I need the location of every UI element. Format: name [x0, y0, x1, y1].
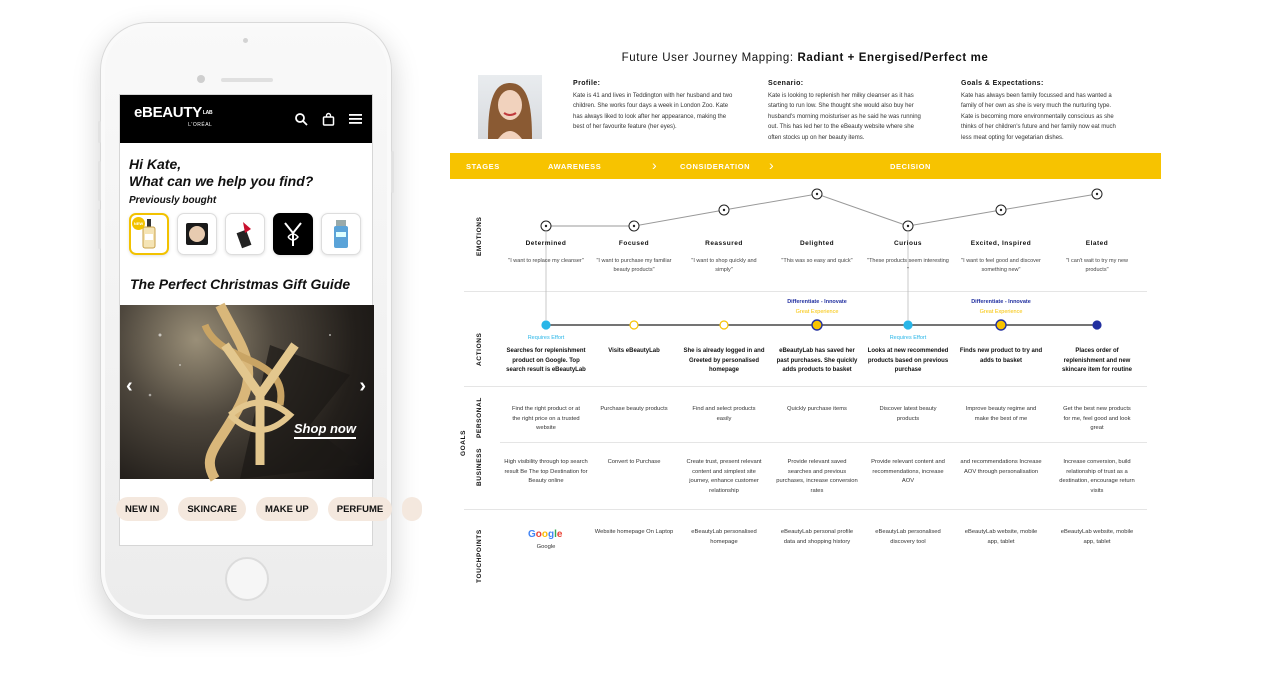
proximity-sensor: [243, 38, 248, 43]
category-skincare[interactable]: SKINCARE: [178, 497, 246, 521]
moisturiser-bottle-icon: [331, 218, 351, 250]
greeting-line-2: What can we help you find?: [129, 173, 314, 189]
emotion-point-center: [816, 193, 818, 195]
persona-photo: [478, 75, 542, 139]
business-goal: Provide relevant saved searches and previous purchases, increase conversion rates: [776, 459, 858, 494]
mute-switch: [98, 121, 101, 143]
emotion-point-center: [1000, 209, 1002, 211]
action-text: She is already logged in and Greeted by personalised homepage: [683, 348, 765, 373]
action-text: Searches for replenishment product on Google. Top search result is eBeautyLab: [506, 348, 586, 373]
personal-goal: Find and select products easily: [692, 406, 756, 422]
emotion-label: Focused: [618, 240, 650, 247]
lipstick-icon: [231, 219, 259, 249]
row-label-emotions: EMOTIONS: [476, 216, 483, 256]
action-text: Visits eBeautyLab: [608, 348, 660, 354]
business-goal: High visibility through top search result Be The top Destination for Beauty online: [504, 459, 588, 484]
persona-portrait-icon: [478, 75, 542, 139]
row-divider: [500, 442, 1147, 443]
personal-goal: Improve beauty regime and make the best of me: [965, 406, 1037, 422]
category-new-in[interactable]: NEW IN: [116, 497, 168, 521]
emotion-point: [629, 221, 639, 231]
product-compact[interactable]: [177, 213, 217, 255]
carousel-next-arrow[interactable]: ›: [359, 375, 366, 397]
action-point: [812, 320, 822, 330]
emotion-point: [1092, 189, 1102, 199]
business-goal: Create trust, present relevant content and simplest site journey, enhance customer relationship: [686, 459, 762, 494]
front-camera: [197, 75, 205, 83]
emotion-point-center: [545, 225, 547, 227]
scenario-text: Kate is looking to replenish her milky cleanser as it has starting to run low. She thought she would also buy her husband's morning moisturiser as he said he was running out. This has led her to the eBeauty website where she often stocks up on her beauty items.: [768, 92, 921, 141]
emotion-point-center: [723, 209, 725, 211]
row-label-actions: ACTIONS: [476, 332, 483, 366]
touchpoint-text: eBeautyLab personalised homepage: [691, 529, 757, 545]
goals-expectations-heading: Goals & Expectations:: [961, 80, 1044, 87]
row-divider: [464, 291, 1147, 292]
volume-up-button: [98, 161, 101, 201]
scenario-block: [768, 79, 928, 143]
title-prefix: Future User Journey Mapping:: [621, 52, 798, 64]
personal-goal: Find the right product or at the right price on a trusted website: [512, 406, 580, 431]
requires-effort-tag: Requires Effort: [889, 335, 927, 341]
emotion-point: [996, 205, 1006, 215]
ysl-ribbon-illustration: [120, 305, 374, 479]
touchpoint-text: eBeautyLab personal profile data and shopping history: [780, 529, 854, 545]
row-label-touchpoints: TOUCHPOINTS: [476, 529, 483, 583]
greeting: [120, 143, 372, 190]
business-goal: Provide relevant content and recommendations, increase AOV: [871, 459, 945, 484]
category-more[interactable]: [402, 497, 422, 521]
action-text: Places order of replenishment and new skincare item for routine: [1061, 348, 1133, 373]
app-header: [120, 95, 372, 143]
journey-map-title: [450, 52, 1160, 64]
search-icon[interactable]: [295, 113, 308, 126]
stage-label-stages: STAGES: [466, 162, 500, 171]
emotion-point: [903, 221, 913, 231]
emotion-label: Curious: [893, 240, 923, 247]
logo-lab: LAB: [202, 110, 213, 116]
row-label-goals: GOALS: [460, 429, 467, 456]
row-label-personal: PERSONAL: [476, 397, 483, 438]
emotion-quote: "I can't wait to try my new products": [1066, 258, 1128, 273]
ysl-logo-icon: [280, 219, 306, 249]
previously-bought-carousel[interactable]: [120, 206, 372, 255]
emotion-point-center: [1096, 193, 1098, 195]
category-chips: [116, 497, 422, 521]
emotion-label: Excited, Inspired: [970, 240, 1032, 247]
great-experience-tag: Great Experience: [979, 309, 1023, 315]
profile-heading: Profile:: [573, 80, 601, 87]
emotion-quote: "I want to replace my cleanser": [508, 258, 584, 264]
category-make-up[interactable]: MAKE UP: [256, 497, 318, 521]
personal-goal: Quickly purchase items: [787, 406, 847, 412]
emotion-point-center: [907, 225, 909, 227]
carousel-prev-arrow[interactable]: ‹: [126, 375, 133, 397]
row-label-business: BUSINESS: [476, 447, 483, 486]
personal-goal: Discover latest beauty products: [879, 406, 937, 422]
great-experience-tag: Great Experience: [795, 309, 839, 315]
touchpoint-text: eBeautyLab website, mobile app, tablet: [1060, 529, 1134, 545]
action-point: [996, 320, 1006, 330]
earpiece-speaker: [221, 78, 273, 82]
bag-icon[interactable]: [322, 113, 335, 126]
previously-bought-heading: Previously bought: [129, 195, 217, 206]
chevron-right-icon: ›: [769, 157, 775, 173]
emotion-point: [812, 189, 822, 199]
power-button: [391, 151, 394, 193]
gift-guide-banner[interactable]: [120, 305, 374, 479]
emotion-quote: "I want to shop quickly and simply": [691, 258, 757, 273]
shop-now-link[interactable]: Shop now: [294, 421, 356, 439]
chevron-right-icon: ›: [652, 157, 658, 173]
action-point: [720, 321, 728, 329]
emotion-curve: [546, 194, 1097, 226]
business-goal: Convert to Purchase: [607, 459, 661, 465]
emotion-quote: "This was so easy and quick": [781, 258, 853, 264]
emotion-label: Delighted: [799, 240, 835, 247]
action-text: Looks at new recommended products based on previous purchase: [867, 348, 949, 373]
category-perfume[interactable]: PERFUME: [328, 497, 392, 521]
row-divider: [464, 386, 1147, 387]
menu-icon[interactable]: [349, 113, 362, 125]
goals-expectations-block: [961, 79, 1121, 143]
business-goal: and recommendations Increase AOV through personalisation: [960, 459, 1042, 475]
product-moisturiser[interactable]: [321, 213, 361, 255]
new-badge: NEW: [132, 217, 145, 230]
differentiate-tag: Differentiate - Innovate: [787, 299, 847, 305]
profile-block: [573, 79, 733, 133]
business-goal: Increase conversion, build relationship of trust as a destination, encourage return visits: [1059, 459, 1135, 494]
differentiate-tag: Differentiate - Innovate: [971, 299, 1031, 305]
volume-down-button: [98, 209, 101, 249]
scenario-heading: Scenario:: [768, 80, 804, 87]
google-logo: Google: [528, 529, 563, 540]
product-ysl-perfume[interactable]: [273, 213, 313, 255]
logo-subtitle: L'ORÉAL: [188, 122, 213, 128]
gift-guide-title: The Perfect Christmas Gift Guide: [130, 276, 351, 292]
emotion-quote: "I want to feel good and discover something new": [961, 258, 1041, 273]
profile-text: Kate is 41 and lives in Teddington with her husband and two children. She works four days a week in London Zoo. Kate has always liked to look after her appearance, making the best of her favourite feature (her eyes).: [573, 92, 733, 130]
goals-expectations-text: Kate has always been family focussed and has wanted a family of her own as she is very much the nurturing type. Kate is becoming more environmentally conscious as she thinks of her children's future and her family now eat much less meat opting for vegetarian dishes.: [961, 92, 1116, 141]
touchpoint-text: eBeautyLab website, mobile app, tablet: [964, 529, 1038, 545]
row-divider: [464, 509, 1147, 510]
stage-decision: DECISION: [890, 162, 932, 171]
action-text: eBeautyLab has saved her past purchases. She quickly adds products to basket: [776, 348, 858, 373]
touchpoint-text: eBeautyLab personalised discovery tool: [875, 529, 941, 545]
action-point: [542, 321, 550, 329]
phone-screen: [119, 94, 384, 546]
logo-text: eBEAUTY: [134, 104, 202, 121]
product-serum[interactable]: [129, 213, 169, 255]
action-point: [904, 321, 912, 329]
emotion-quote: "These products seem interesting ": [867, 258, 949, 273]
personal-goal: Purchase beauty products: [600, 406, 668, 412]
emotion-label: Determined: [525, 240, 567, 247]
emotion-point-center: [633, 225, 635, 227]
emotion-point: [719, 205, 729, 215]
personal-goal: Get the best new products for me, feel good and look great: [1063, 406, 1131, 431]
product-lipstick[interactable]: [225, 213, 265, 255]
stages-bar: [450, 153, 1161, 179]
action-point: [630, 321, 638, 329]
home-button[interactable]: [225, 557, 269, 601]
emotion-point: [541, 221, 551, 231]
requires-effort-tag: Requires Effort: [527, 335, 565, 341]
action-text: Finds new product to try and adds to basket: [959, 348, 1043, 364]
stage-awareness: AWARENESS: [548, 162, 602, 171]
touchpoint-text: Google: [536, 544, 556, 550]
touchpoint-text: Website homepage On Laptop: [594, 529, 674, 535]
powder-compact-icon: [183, 220, 211, 248]
stage-consideration: CONSIDERATION: [680, 162, 751, 171]
ebeauty-logo[interactable]: [134, 104, 213, 131]
emotion-label: Elated: [1085, 240, 1109, 247]
greeting-line-1: Hi Kate,: [129, 156, 182, 172]
action-point: [1093, 321, 1101, 329]
title-bold: Radiant + Energised/Perfect me: [797, 52, 989, 64]
emotion-quote: "I want to purchase my familiar beauty products": [596, 258, 672, 273]
emotion-label: Reassured: [705, 240, 743, 247]
